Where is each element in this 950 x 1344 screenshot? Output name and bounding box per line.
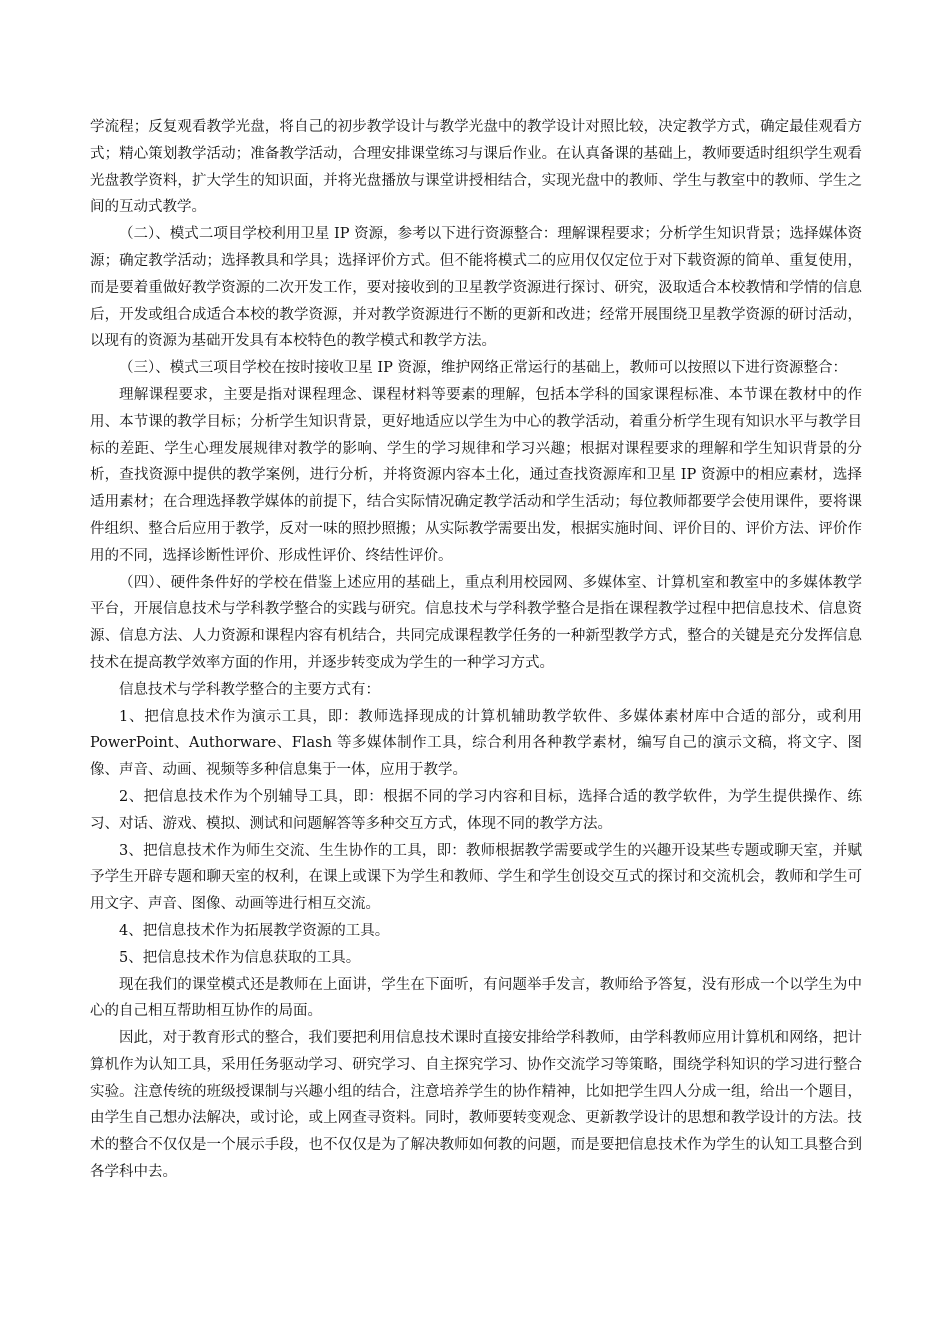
list-item-tutoring-tool: 2、把信息技术作为个别辅导工具，即：根据不同的学习内容和目标，选择合适的教学软件，为学生提供操作、练习、对话、游戏、模拟、测试和问题解答等多种交互方式，体现不同的教学方法。	[90, 788, 862, 832]
paragraph-hardware-schools: （四）、硬件条件好的学校在借鉴上述应用的基础上，重点利用校园网、多媒体室、计算机室和教室中的多媒体教学平台，开展信息技术与学科教学整合的实践与研究。信息技术与学科教学整合是指在课程教学过程中把信息技术、信息资源、信息方法、人力资源和课程内容有机结合，共同完成课程教学任务的一种新型教学方式，整合的关键是充分发挥信息技术在提高教学效率方面的作用，并逐步转变成为学生的一种学习方式。	[90, 574, 862, 671]
paragraph-integration-methods-heading: 信息技术与学科教学整合的主要方式有：	[119, 681, 380, 698]
list-item-demo-tool: 1、把信息技术作为演示工具，即：教师选择现成的计算机辅助教学软件、多媒体素材库中合适的部分，或利用 PowerPoint、Authorware、Flash 等多媒体制作工具，综合利用各种教学素材，编写自己的演示文稿，将文字、图像、声音、动画、视频等多种信息集于一体，应用于教学。	[90, 708, 862, 779]
paragraph-conclusion: 因此，对于教育形式的整合，我们要把利用信息技术课时直接安排给学科教师，由学科教师应用计算机和网络，把计算机作为认知工具，采用任务驱动学习、研究学习、自主探究学习、协作交流学习等策略，围绕学科知识的学习进行整合实验。注意传统的班级授课制与兴趣小组的结合，注意培养学生的协作精神，比如把学生四人分成一组，给出一个题目，由学生自己想办法解决，或讨论，或上网查寻资料。同时，教师要转变观念、更新教学设计的思想和教学设计的方法。技术的整合不仅仅是一个展示手段，也不仅仅是为了解决教师如何教的问题，而是要把信息技术作为学生的认知工具整合到各学科中去。	[90, 1030, 862, 1181]
paragraph-mode-two: （二）、模式二项目学校利用卫星 IP 资源，参考以下进行资源整合：理解课程要求；分析学生知识背景；选择媒体资源；确定教学活动；选择教具和学具；选择评价方式。但不能将模式二的应用仅仅定位于对下载资源的简单、重复使用，而是要着重做好教学资源的二次开发工作，要对接收到的卫星教学资源进行探讨、研究，汲取适合本校教情和学情的信息后，开发或组合成适合本校的教学资源，并对教学资源进行不断的更新和改进；经常开展围绕卫星教学资源的研讨活动，以现有的资源为基础开发具有本校特色的教学模式和教学方法。	[90, 226, 862, 350]
list-item-communication-tool: 3、把信息技术作为师生交流、生生协作的工具，即：教师根据教学需要或学生的兴趣开设某些专题或聊天室，并赋予学生开辟专题和聊天室的权利，在课上或课下为学生和教师、学生和学生创设交互式的探讨和交流机会，教师和学生可用文字、声音、图像、动画等进行相互交流。	[90, 842, 862, 913]
paragraph-understand-requirements: 理解课程要求，主要是指对课程理念、课程材料等要素的理解，包括本学科的国家课程标准、本节课在教材中的作用、本节课的教学目标；分析学生知识背景，更好地适应以学生为中心的教学活动，着重分析学生现有知识水平与教学目标的差距、学生心理发展规律对教学的影响、学生的学习规律和学习兴趣；根据对课程要求的理解和学生知识背景的分析，查找资源中提供的教学案例，进行分析，并将资源内容本土化，通过查找资源库和卫星 IP 资源中的相应素材，选择适用素材；在合理选择教学媒体的前提下，结合实际情况确定教学活动和学生活动；每位教师都要学会使用课件，要将课件组织、整合后应用于教学，反对一味的照抄照搬；从实际教学需要出发，根据实施时间、评价目的、评价方法、评价作用的不同，选择诊断性评价、形成性评价、终结性评价。	[90, 386, 862, 564]
document-body	[90, 114, 862, 1186]
paragraph-current-classroom: 现在我们的课堂模式还是教师在上面讲，学生在下面听，有问题举手发言，教师给予答复，没有形成一个以学生为中心的自己相互帮助相互协作的局面。	[90, 976, 862, 1020]
paragraph-mode-three: （三）、模式三项目学校在按时接收卫星 IP 资源，维护网络正常运行的基础上，教师可以按照以下进行资源整合：	[119, 360, 847, 377]
list-item-resource-tool: 4、把信息技术作为拓展教学资源的工具。	[119, 922, 390, 939]
paragraph-continuation: 学流程；反复观看教学光盘，将自己的初步教学设计与教学光盘中的教学设计对照比较，决定教学方式，确定最佳观看方式；精心策划教学活动；准备教学活动，合理安排课堂练习与课后作业。在认真备课的基础上，教师要适时组织学生观看光盘教学资料，扩大学生的知识面，并将光盘播放与课堂讲授相结合，实现光盘中的教师、学生与教室中的教师、学生之间的互动式教学。	[90, 119, 862, 216]
list-item-information-tool: 5、把信息技术作为信息获取的工具。	[119, 949, 361, 966]
